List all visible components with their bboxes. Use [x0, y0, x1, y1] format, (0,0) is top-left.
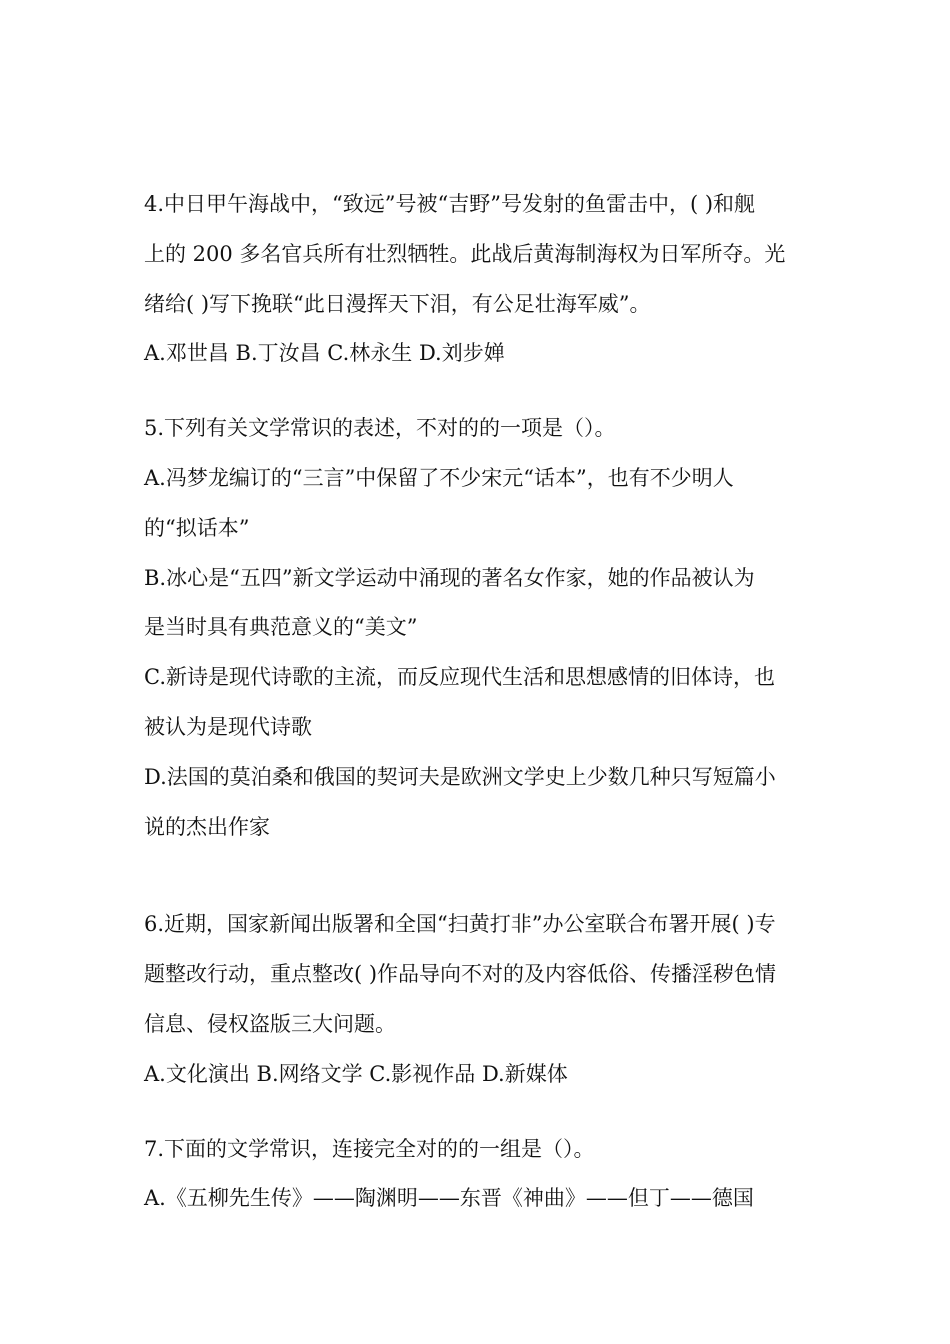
question-4-line-2: 上的 200 多名官兵所有壮烈牺牲。此战后黄海制海权为日军所夺。光: [144, 241, 786, 266]
question-5-option-b-line-2: 是当时具有典范意义的“美文”: [144, 615, 418, 640]
spacer: [144, 1100, 810, 1125]
question-5-stem: 5.下列有关文学常识的表述，不对的的一项是（）。: [144, 416, 616, 441]
question-5-option-d-line-1: D.法国的莫泊桑和俄国的契诃夫是欧洲文学史上少数几种只写短篇小: [144, 764, 776, 789]
spacer: [144, 852, 810, 900]
question-4-line-3: 绪给( )写下挽联“此日漫挥天下泪，有公足壮海军威”。: [144, 291, 651, 316]
question-5-option-b-line-1: B.冰心是“五四”新文学运动中涌现的著名女作家，她的作品被认为: [144, 565, 755, 590]
question-4-options: A.邓世昌 B.丁汝昌 C.林永生 D.刘步婵: [144, 341, 505, 366]
question-5-option-a-line-2: 的“拟话本”: [144, 515, 250, 540]
question-6-line-3: 信息、侵权盗版三大问题。: [144, 1011, 396, 1036]
question-5-option-a-line-1: A.冯梦龙编订的“三言”中保留了不少宋元“话本”，也有不少明人: [144, 465, 734, 490]
question-4-line-1: 4.中日甲午海战中，“致远”号被“吉野”号发射的鱼雷击中，( )和舰: [144, 192, 756, 216]
question-4: [144, 180, 810, 379]
question-6-options: A.文化演出 B.网络文学 C.影视作品 D.新媒体: [144, 1061, 568, 1086]
question-6: [144, 900, 810, 1099]
question-7-stem: 7.下面的文学常识，连接完全对的的一组是（）。: [144, 1136, 595, 1161]
question-5-option-d-line-2: 说的杰出作家: [144, 814, 270, 839]
question-6-line-2: 题整改行动，重点整改( )作品导向不对的及内容低俗、传播淫秽色情: [144, 962, 777, 987]
question-5: [144, 404, 810, 852]
spacer: [144, 379, 810, 404]
document-content: [144, 180, 810, 1224]
question-5-option-c-line-1: C.新诗是现代诗歌的主流，而反应现代生活和思想感情的旧体诗，也: [144, 665, 775, 690]
question-5-option-c-line-2: 被认为是现代诗歌: [144, 714, 312, 739]
question-7-option-a: A.《五柳先生传》——陶渊明——东晋《神曲》——但丁——德国: [144, 1186, 754, 1211]
question-6-line-1: 6.近期，国家新闻出版署和全国“扫黄打非”办公室联合布署开展( )专: [144, 912, 776, 937]
question-7: [144, 1125, 810, 1225]
